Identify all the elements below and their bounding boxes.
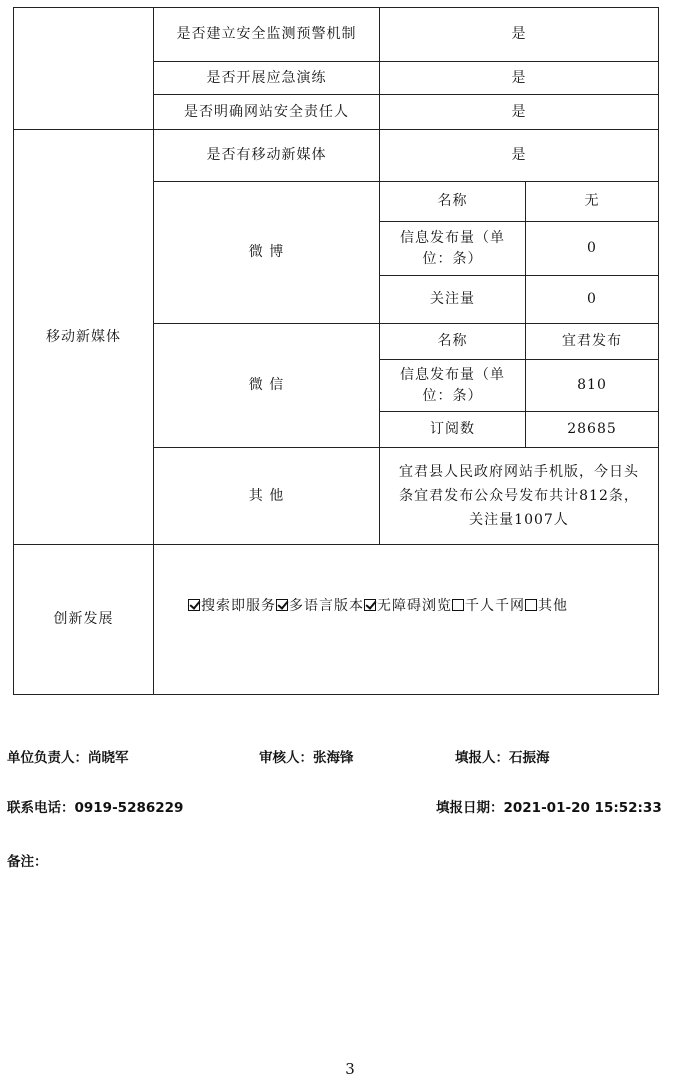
security-section-cell xyxy=(14,8,154,130)
innovation-options xyxy=(154,545,659,695)
remarks: 备注： xyxy=(7,854,48,870)
responsible-label: 是否明确网站安全责任人 xyxy=(154,95,380,130)
option-other: 其他 xyxy=(525,598,568,614)
has-mobile-value: 是 xyxy=(380,130,659,182)
wechat-name-label: 名称 xyxy=(380,324,526,360)
weibo-posts-value: 0 xyxy=(526,222,659,276)
weibo-name-label: 名称 xyxy=(380,182,526,222)
unchecked-box-icon xyxy=(452,599,464,611)
unchecked-box-icon xyxy=(525,599,537,611)
checked-box-icon xyxy=(364,599,376,611)
wechat-name-value: 宜君发布 xyxy=(526,324,659,360)
reviewer: 审核人：张海锋 xyxy=(259,750,354,766)
monitoring-label: 是否建立安全监测预警机制 xyxy=(154,8,380,62)
weibo-follow-label: 关注量 xyxy=(380,276,526,324)
unit-head: 单位负责人：尚晓军 xyxy=(7,750,129,766)
wechat-label: 微 信 xyxy=(154,324,380,448)
report-table-container xyxy=(13,7,658,696)
responsible-value: 是 xyxy=(380,95,659,130)
weibo-label: 微 博 xyxy=(154,182,380,324)
wechat-posts-value: 810 xyxy=(526,360,659,412)
other-label: 其 他 xyxy=(154,448,380,545)
wechat-subs-value: 28685 xyxy=(526,412,659,448)
option-multilingual: 多语言版本 xyxy=(276,598,364,614)
wechat-posts-label: 信息发布量（单位：条） xyxy=(380,360,526,412)
weibo-name-value: 无 xyxy=(526,182,659,222)
checked-box-icon xyxy=(276,599,288,611)
wechat-subs-label: 订阅数 xyxy=(380,412,526,448)
mobile-section-label: 移动新媒体 xyxy=(14,130,154,545)
fill-date: 填报日期：2021-01-20 15:52:33 xyxy=(436,800,662,816)
weibo-follow-value: 0 xyxy=(526,276,659,324)
page-number: 3 xyxy=(345,1060,355,1078)
weibo-posts-label: 信息发布量（单位：条） xyxy=(380,222,526,276)
contact-phone: 联系电话：0919-5286229 xyxy=(7,800,184,816)
innovation-label: 创新发展 xyxy=(14,545,154,695)
has-mobile-label: 是否有移动新媒体 xyxy=(154,130,380,182)
drill-value: 是 xyxy=(380,62,659,95)
filler: 填报人：石振海 xyxy=(455,750,550,766)
checked-box-icon xyxy=(188,599,200,611)
option-accessibility: 无障碍浏览 xyxy=(364,598,452,614)
option-personalized: 千人千网 xyxy=(452,598,525,614)
other-value: 宜君县人民政府网站手机版，今日头条宜君发布公众号发布共计812条，关注量1007人 xyxy=(380,448,659,545)
report-table xyxy=(13,7,659,695)
drill-label: 是否开展应急演练 xyxy=(154,62,380,95)
option-search-service: 搜索即服务 xyxy=(188,598,276,614)
monitoring-value: 是 xyxy=(380,8,659,62)
